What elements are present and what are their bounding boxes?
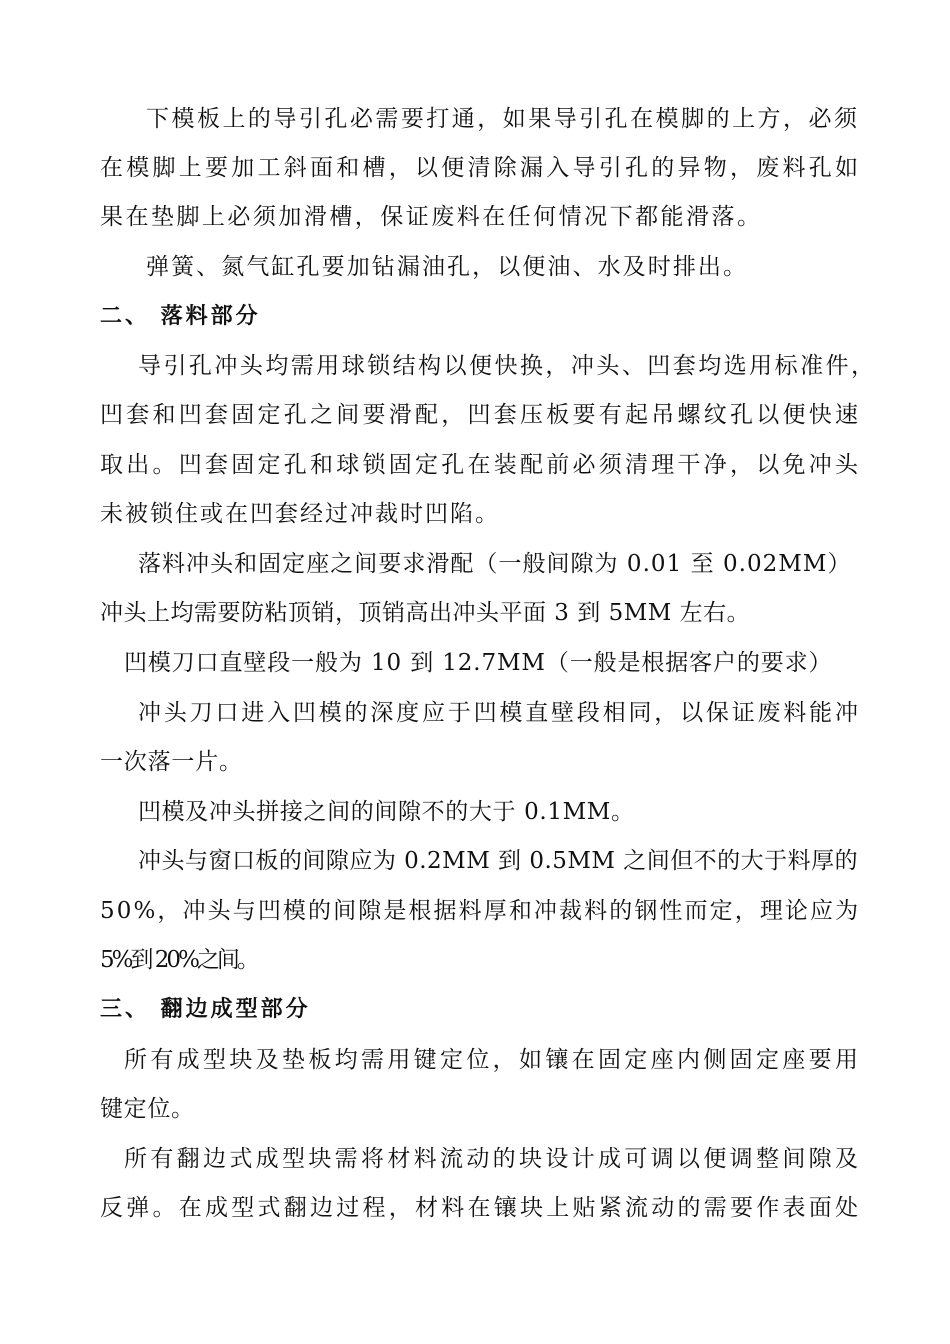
text-line: 50%，冲头与凹模的间隙是根据料厚和冲裁料的钢性而定，理论应为 [100, 898, 861, 924]
text-line: 凹模刀口直壁段一般为 10 到 12.7MM（一般是根据客户的要求） [124, 650, 833, 676]
text-line: 键定位。 [100, 1096, 195, 1122]
text-line: 取出。凹套固定孔和球锁固定孔在装配前必须清理干净，以免冲头 [100, 452, 862, 478]
text-line: 未被锁住或在凹套经过冲裁时凹陷。 [100, 501, 500, 527]
text-line: 所有翻边式成型块需将材料流动的块设计成可调以便调整间隙及 [124, 1146, 862, 1172]
text-line: 下模板上的导引孔必需要打通，如果导引孔在模脚的上方，必须 [146, 106, 860, 132]
text-line: 一次落一片。 [100, 749, 243, 775]
text-line: 果在垫脚上必须加滑槽，保证废料在任何情况下都能滑落。 [100, 204, 763, 230]
text-line: 反弹。在成型式翻边过程，材料在镶块上贴紧流动的需要作表面处 [100, 1195, 862, 1221]
text-line: 凹套和凹套固定孔之间要滑配，凹套压板要有起吊螺纹孔以便快速 [100, 402, 862, 428]
text-line: 冲头上均需要防粘顶销，顶销高出冲头平面 3 到 5MM 左右。 [100, 600, 751, 626]
text-line: 导引孔冲头均需用球锁结构以便快换，冲头、凹套均选用标准件， [138, 353, 877, 379]
text-line: 弹簧、氮气缸孔要加钻漏油孔，以便油、水及时排出。 [146, 254, 749, 280]
text-line: 在模脚上要加工斜面和槽，以便清除漏入导引孔的异物，废料孔如 [100, 155, 862, 181]
section-heading: 二、 落料部分 [100, 304, 261, 329]
section-heading: 三、 翻边成型部分 [100, 997, 311, 1022]
text-line: 凹模及冲头拼接之间的间隙不的大于 0.1MM。 [138, 799, 635, 825]
text-line: 冲头刀口进入凹模的深度应于凹模直壁段相同，以保证废料能冲 [138, 700, 861, 726]
text-line: 冲头与窗口板的间隙应为 0.2MM 到 0.5MM 之间但不的大于料厚的 [138, 848, 859, 874]
text-line: 5%到 20%之间。 [100, 947, 257, 973]
text-line: 落料冲头和固定座之间要求滑配（一般间隙为 0.01 至 0.02MM） [138, 551, 852, 577]
text-line: 所有成型块及垫板均需用键定位，如镶在固定座内侧固定座要用 [124, 1047, 862, 1073]
